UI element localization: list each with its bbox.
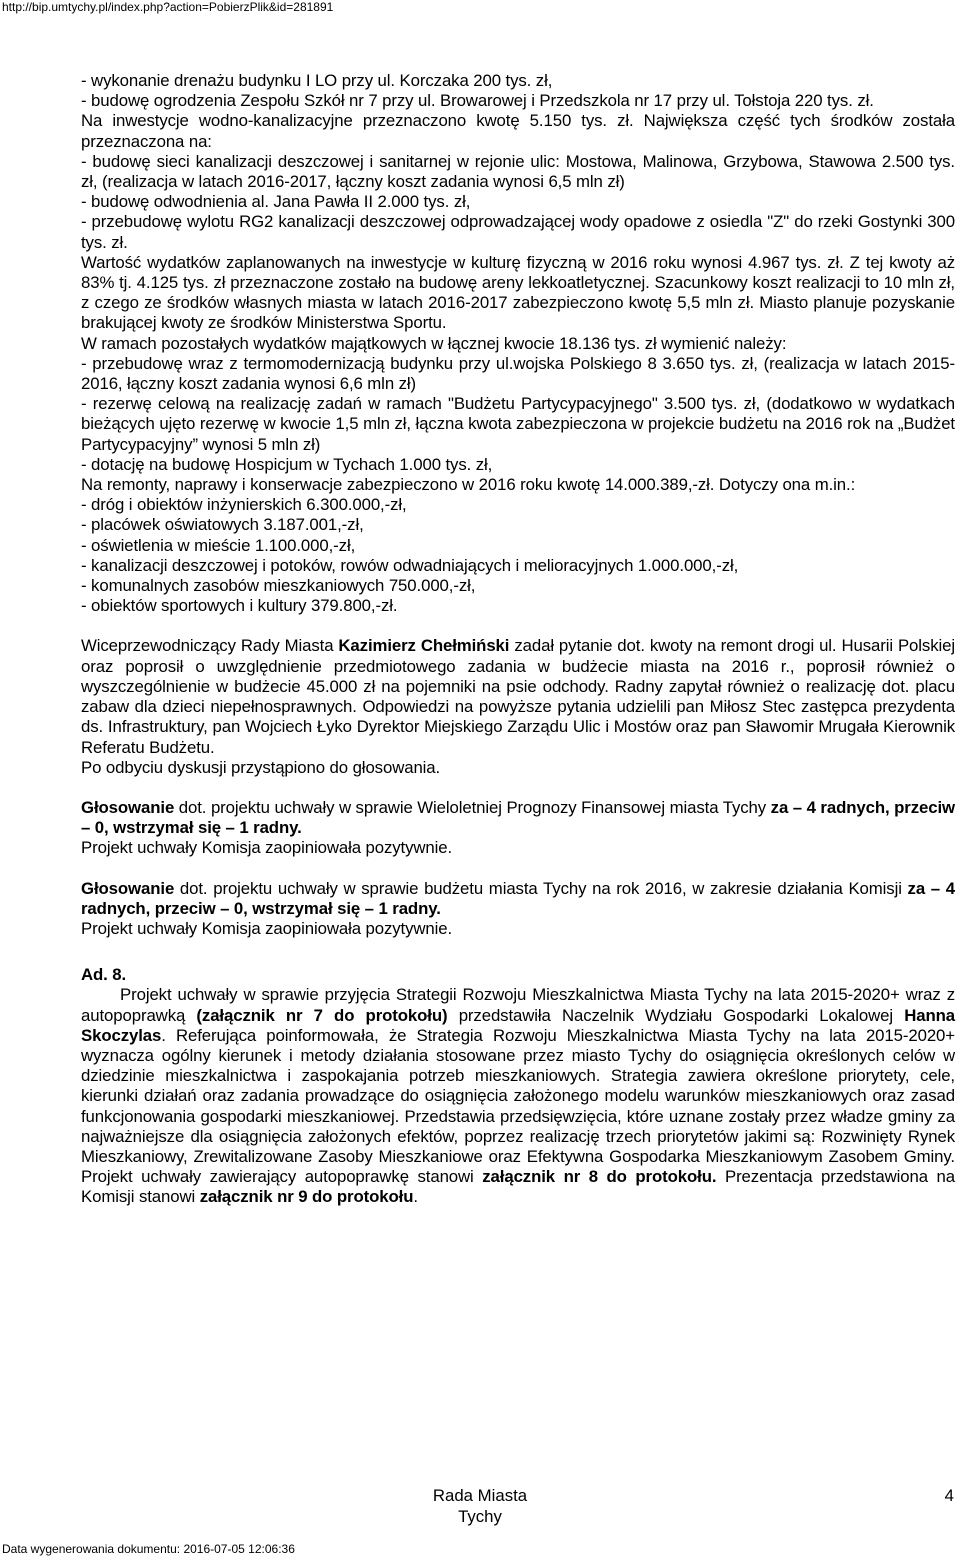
paragraph — [81, 838, 955, 858]
text-run: . Referująca poinformowała, że Strategia Rozwoju Mieszkalnictwa Miasta Tychy na lata 2015-2020+ wyznacza ogólny kierunek i metody działania stosowane przez miasto Tychy do osiągnięcia określonych celów w dziedzinie mieszkalnictwa i zaspokajania potrzeb mieszkaniowych. Strategia zawiera określone priorytety, cele, kierunki działań oraz zadania prowadzące do osiągnięcia założonego modelu warunków mieszkaniowych oraz zasad funkcjonowania gospodarki mieszkaniowej. Przedstawia przedsięwzięcia, które uznane zostały przez władze gminy za najważniejsze dla osiągnięcia założonych efektów, poprzez realizację trzech priorytetów jakimi są: Rozwinięty Rynek Mieszkaniowy, Zrewitalizowane Zasoby Mieszkaniowe oraz Efektywna Gospodarka Mieszkaniowym Zasobem Gminy. Projekt uchwały zawierający autopoprawkę stanowi — [81, 1025, 955, 1187]
text-run: Wartość wydatków zaplanowanych na inwestycje w kulturę fizyczną w 2016 roku wynosi 4.967 tys. zł. Z tej kwoty aż 83% tj. 4.125 tys. zł przeznaczone zostało na budowę areny lekkoatletycznej. Szacunkowy koszt realizacji to 10 mln zł, z czego ze środków własnych miasta w latach 2016-2017 zabezpieczono kwotę 5,5 mln zł. Miasto planuje pozyskanie brakującej kwoty ze środków Ministerstwa Sportu. — [81, 252, 955, 333]
page-number: 4 — [944, 1486, 954, 1505]
bold-text-run: Ad. 8. — [81, 965, 127, 985]
text-run: - komunalnych zasobów mieszkaniowych 750.000,-zł, — [81, 576, 476, 596]
footer-org-line1: Rada Miasta — [432, 1486, 528, 1505]
text-run: - przebudowę wraz z termomodernizacją budynku przy ul.wojska Polskiego 8 3.650 tys. zł, (realizacja w latach 2015-2016, łączny koszt zadania wynosi 6,6 mln zł) — [81, 353, 955, 394]
bold-text-run: Hanna Skoczylas — [81, 1005, 956, 1045]
text-run: dot. projektu uchwały w sprawie Wieloletniej Prognozy Finansowej miasta Tychy — [174, 797, 771, 817]
paragraph — [81, 354, 955, 394]
text-run: - placówek oświatowych 3.187.001,-zł, — [81, 515, 364, 535]
text-run: Projekt uchwały Komisja zaopiniowała pozytywnie. — [81, 838, 453, 858]
text-run: - kanalizacji deszczowej i potoków, rowów odwadniających i melioracyjnych 1.000.000,-zł, — [81, 555, 739, 575]
bold-text-run: Kazimierz Chełmiński — [338, 636, 510, 656]
bold-text-run: załącznik nr 8 do protokołu. — [482, 1167, 717, 1187]
text-run: przedstawiła Naczelnik Wydziału Gospodarki Lokalowej — [447, 1005, 905, 1025]
paragraph — [81, 536, 955, 556]
text-run: Projekt uchwały w sprawie przyjęcia Strategii Rozwoju Mieszkalnictwa Miasta Tychy na lata 2015-2020+ wraz z autopoprawką — [81, 985, 955, 1025]
text-run: - wykonanie drenażu budynku I LO przy ul. Korczaka 200 tys. zł, — [81, 71, 553, 90]
text-run: Prezentacja przedstawiona na Komisji stanowi — [81, 1167, 955, 1207]
text-run: - rezerwę celową na realizację zadań w ramach "Budżetu Partycypacyjnego" 3.500 tys. zł, (dodatkowo w wydatkach bieżących ujęto rezerwę w kwocie 1,5 mln zł, łączna kwota zabezpieczona w projekcie budżetu na 2016 rok na „Budżet Partycypacyjny” wynosi 5 mln zł) — [81, 394, 955, 454]
paragraph — [81, 111, 955, 151]
text-run: zadał pytanie dot. kwoty na remont drogi ul. Husarii Polskiej oraz poprosił o uwzględnienie przedmiotowego zadania w budżecie miasta na 2016 r., poprosił również o wyszczególnienie w budżecie 45.000 zł na pojemniki na psie odchody. Radny zapytał również o realizację dot. placu zabaw dla dzieci niepełnosprawnych. Odpowiedzi na powyższe pytania udzielili pan Miłosz Stec zastępca prezydenta ds. Infrastruktury, pan Wojciech Łyko Dyrektor Miejskiego Zarządu Ulic i Mostów oraz pan Sławomir Mrugała Kierownik Referatu Budżetu. — [81, 636, 955, 757]
paragraph — [81, 596, 955, 616]
text-run: - obiektów sportowych i kultury 379.800,-zł. — [81, 596, 398, 616]
text-run: - budowę sieci kanalizacji deszczowej i sanitarnej w rejonie ulic: Mostowa, Malinowa, Grzybowa, Stawowa 2.500 tys. zł, (realizacja w latach 2016-2017, łączny koszt zadania wynosi 6,5 mln zł) — [81, 151, 955, 192]
paragraph — [81, 576, 955, 596]
paragraph — [81, 475, 955, 495]
text-run: - oświetlenia w mieście 1.100.000,-zł, — [81, 535, 356, 555]
text-run: Na remonty, naprawy i konserwacje zabezpieczono w 2016 roku kwotę 14.000.389,-zł. Dotyczy ona m.in.: — [81, 475, 856, 495]
text-run: . — [413, 1187, 418, 1207]
footer-org-line2: Tychy — [458, 1507, 502, 1526]
bold-text-run: Głosowanie — [81, 878, 175, 898]
paragraph — [81, 455, 955, 475]
document-body — [81, 71, 955, 1208]
paragraph — [81, 515, 955, 535]
paragraph — [81, 965, 955, 985]
paragraph — [81, 758, 955, 778]
text-run: - dotację na budowę Hospicjum w Tychach 1.000 tys. zł, — [81, 454, 493, 474]
text-run: - dróg i obiektów inżynierskich 6.300.000,-zł, — [81, 495, 407, 515]
text-run: W ramach pozostałych wydatków majątkowych w łącznej kwocie 18.136 tys. zł wymienić należy: — [81, 333, 787, 353]
document-source-url: http://bip.umtychy.pl/index.php?action=PobierzPlik&id=281891 — [2, 0, 334, 14]
bold-text-run: załącznik nr 9 do protokołu — [199, 1187, 414, 1207]
text-run: Po odbyciu dyskusji przystąpiono do głosowania. — [81, 757, 441, 777]
text-run: Wiceprzewodniczący Rady Miasta — [81, 636, 339, 656]
paragraph — [81, 192, 955, 212]
bold-text-run: Głosowanie — [81, 797, 175, 817]
bold-text-run: za – 4 radnych, przeciw – 0, wstrzymał się – 1 radny. — [81, 797, 955, 838]
paragraph — [81, 91, 955, 111]
footer-organization — [0, 1485, 960, 1527]
paragraph — [81, 152, 955, 192]
bold-text-run: za – 4 radnych, przeciw – 0, wstrzymał się – 1 radny. — [81, 878, 955, 918]
paragraph — [81, 919, 955, 939]
paragraph — [81, 636, 955, 757]
text-run: - budowę odwodnienia al. Jana Pawła II 2.000 tys. zł, — [81, 192, 471, 212]
text-run: dot. projektu uchwały w sprawie budżetu miasta Tychy na rok 2016, w zakresie działania Komisji — [174, 878, 908, 898]
generation-date: Data wygenerowania dokumentu: 2016-07-05 12:06:36 — [2, 1542, 295, 1556]
paragraph — [81, 985, 955, 1207]
paragraph — [81, 798, 955, 838]
paragraph — [81, 879, 955, 919]
text-run: Na inwestycje wodno-kanalizacyjne przeznaczono kwotę 5.150 tys. zł. Największa część tych środków została przeznaczona na: — [81, 111, 955, 151]
paragraph — [81, 334, 955, 354]
bold-text-run: (załącznik nr 7 do protokołu) — [196, 1005, 448, 1025]
paragraph — [81, 212, 955, 252]
paragraph — [81, 253, 955, 334]
text-run: - budowę ogrodzenia Zespołu Szkół nr 7 przy ul. Browarowej i Przedszkola nr 17 przy ul. Tołstoja 220 tys. zł. — [81, 91, 874, 111]
text-run: Projekt uchwały Komisja zaopiniowała pozytywnie. — [81, 918, 453, 938]
text-run: - przebudowę wylotu RG2 kanalizacji deszczowej odprowadzającej wody opadowe z osiedla "Z" do rzeki Gostynki 300 tys. zł. — [81, 212, 955, 252]
paragraph — [81, 394, 955, 455]
paragraph — [81, 71, 955, 91]
paragraph — [81, 556, 955, 576]
paragraph — [81, 495, 955, 515]
